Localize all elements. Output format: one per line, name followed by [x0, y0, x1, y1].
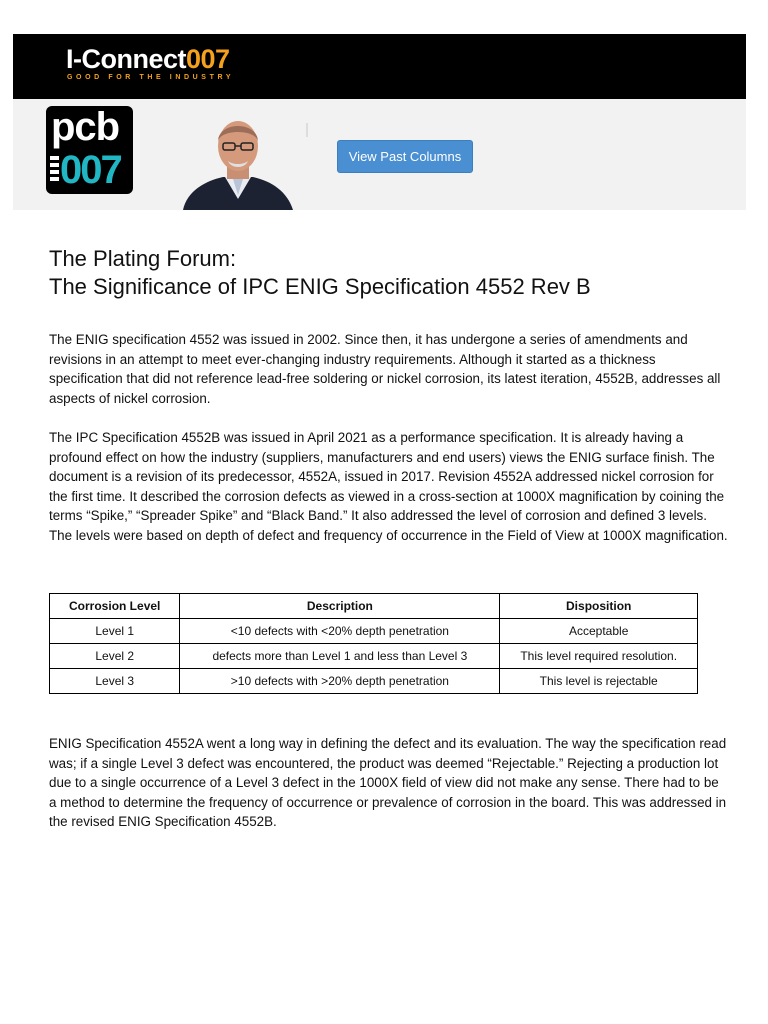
article-paragraph: The ENIG specification 4552 was issued in 2002. Since then, it has undergone a series of amendments and revisions in an attempt to meet ever-changing industry requirements. Although it started as a thickness specification that did not reference lead-free soldering or nickel corrosion, its latest iteration, 4552B, addresses all aspects of nickel corrosion.: [49, 332, 721, 406]
table-cell: This level is rejectable: [500, 669, 698, 694]
table-row: [50, 619, 698, 644]
column-banner: [13, 99, 746, 210]
logo-accent-text: 007: [186, 44, 230, 74]
table-cell: >10 defects with >20% depth penetration: [180, 669, 500, 694]
site-header: [13, 34, 746, 99]
pcb-logo-number: 007: [60, 148, 121, 192]
pcb-logo-bars: [50, 156, 60, 190]
iconnect007-logo[interactable]: [66, 44, 230, 74]
table-header-cell: Corrosion Level: [50, 594, 180, 619]
view-past-columns-button[interactable]: View Past Columns: [337, 140, 473, 173]
table-header-cell: Disposition: [500, 594, 698, 619]
banner-divider: [306, 123, 308, 137]
table-row: [50, 669, 698, 694]
article-title-line2: The Significance of IPC ENIG Specification 4552 Rev B: [49, 274, 591, 299]
pcb007-logo[interactable]: [46, 106, 133, 194]
table-cell: Level 3: [50, 669, 180, 694]
table-header-row: [50, 594, 698, 619]
table-cell: This level required resolution.: [500, 644, 698, 669]
article-title-line1: The Plating Forum:: [49, 246, 237, 271]
article-paragraph: ENIG Specification 4552A went a long way in defining the defect and its evaluation. The way the specification read was; if a single Level 3 defect was encountered, the product was deemed “Rejectable.” Rejecting a production lot due to a single occurrence of a Level 3 defect in the 1000X field of view did not make any sense. There had to be a method to determine the frequency of occurrence or prevalence of corrosion in the board. This was addressed in the revised ENIG Specification 4552B.: [49, 736, 727, 830]
author-portrait: [183, 99, 293, 210]
table-cell: Level 2: [50, 644, 180, 669]
table-header-cell: Description: [180, 594, 500, 619]
table-cell: Level 1: [50, 619, 180, 644]
table-cell: Acceptable: [500, 619, 698, 644]
table-cell: defects more than Level 1 and less than Level 3: [180, 644, 500, 669]
table-row: [50, 644, 698, 669]
corrosion-level-table: [49, 593, 698, 694]
pcb-logo-word: pcb: [51, 106, 120, 149]
article-paragraph: The IPC Specification 4552B was issued in April 2021 as a performance specification. It is already having a profound effect on how the industry (suppliers, manufacturers and end users) views the ENIG surface finish. The document is a revision of its predecessor, 4552A, issued in 2017. Revision 4552A addressed nickel corrosion for the first time. It described the corrosion defects as viewed in a cross-section at 1000X magnification by coining the terms “Spike,” “Spreader Spike” and “Black Band.” It also addressed the level of corrosion and defined 3 levels. The levels were based on depth of defect and frequency of occurrence in the Field of View at 1000X magnification.: [49, 430, 728, 543]
logo-main-text: I-Connect: [66, 44, 186, 74]
table-cell: <10 defects with <20% depth penetration: [180, 619, 500, 644]
article-title: [49, 245, 729, 301]
logo-tagline: GOOD FOR THE INDUSTRY: [67, 74, 235, 81]
